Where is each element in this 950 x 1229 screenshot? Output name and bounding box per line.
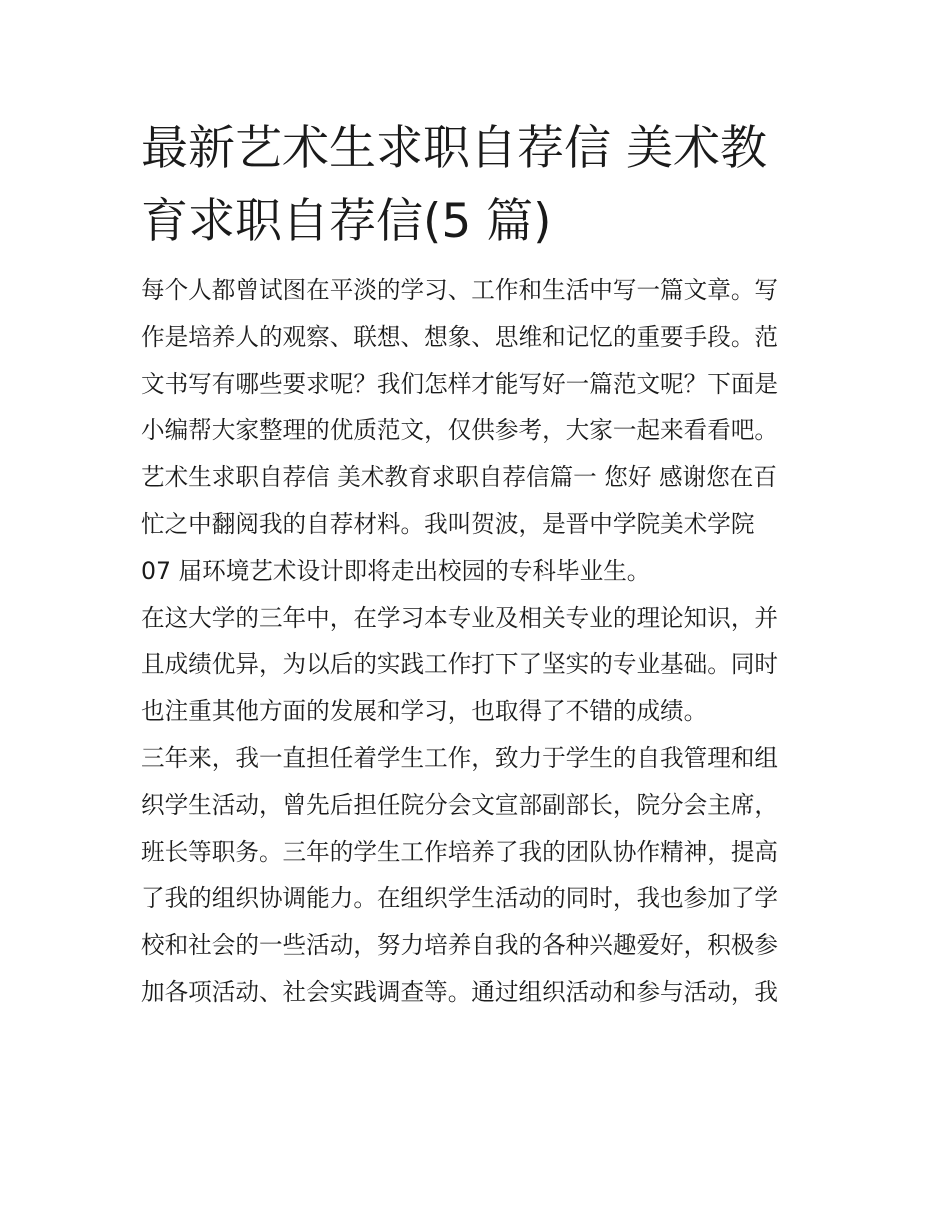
paragraph-line: 织学生活动，曾先后担任院分会文宣部副部长，院分会主席， bbox=[141, 790, 779, 819]
paragraph-line: 艺术生求职自荐信 美术教育求职自荐信篇一 您好 感谢您在百 bbox=[141, 463, 777, 492]
paragraph-line: 也注重其他方面的发展和学习，也取得了不错的成绩。 bbox=[141, 697, 708, 726]
paragraph-line: 加各项活动、社会实践调查等。通过组织活动和参与活动，我 bbox=[141, 977, 779, 1006]
paragraph-intro bbox=[141, 267, 813, 454]
document-title bbox=[141, 112, 813, 258]
paragraph-line: 07 届环境艺术设计即将走出校园的专科毕业生。 bbox=[141, 556, 651, 585]
title-line: 最新艺术生求职自荐信 美术教 bbox=[141, 121, 767, 176]
paragraph-activities bbox=[141, 735, 813, 1016]
paragraph-line: 作是培养人的观察、联想、想象、思维和记忆的重要手段。范 bbox=[141, 322, 779, 351]
paragraph-line: 小编帮大家整理的优质范文，仅供参考，大家一起来看看吧。 bbox=[141, 416, 779, 445]
paragraph-line: 文书写有哪些要求呢？我们怎样才能写好一篇范文呢？下面是 bbox=[141, 369, 779, 398]
paragraph-line: 每个人都曾试图在平淡的学习、工作和生活中写一篇文章。写 bbox=[141, 276, 779, 304]
paragraph-greeting bbox=[141, 454, 813, 594]
title-line: 育求职自荐信(5 篇) bbox=[141, 194, 552, 249]
paragraph-line: 忙之中翻阅我的自荐材料。我叫贺波，是晋中学院美术学院 bbox=[141, 509, 755, 538]
paragraph-study bbox=[141, 595, 813, 735]
paragraph-line: 班长等职务。三年的学生工作培养了我的团队协作精神，提高 bbox=[141, 837, 779, 866]
paragraph-line: 三年来，我一直担任着学生工作，致力于学生的自我管理和组 bbox=[141, 743, 779, 772]
paragraph-line: 且成绩优异，为以后的实践工作打下了坚实的专业基础。同时 bbox=[141, 650, 779, 679]
document-page bbox=[141, 112, 813, 1016]
paragraph-line: 校和社会的一些活动，努力培养自我的各种兴趣爱好，积极参 bbox=[141, 931, 779, 960]
paragraph-line: 了我的组织协调能力。在组织学生活动的同时，我也参加了学 bbox=[141, 884, 779, 913]
paragraph-line: 在这大学的三年中，在学习本专业及相关专业的理论知识，并 bbox=[141, 603, 779, 632]
